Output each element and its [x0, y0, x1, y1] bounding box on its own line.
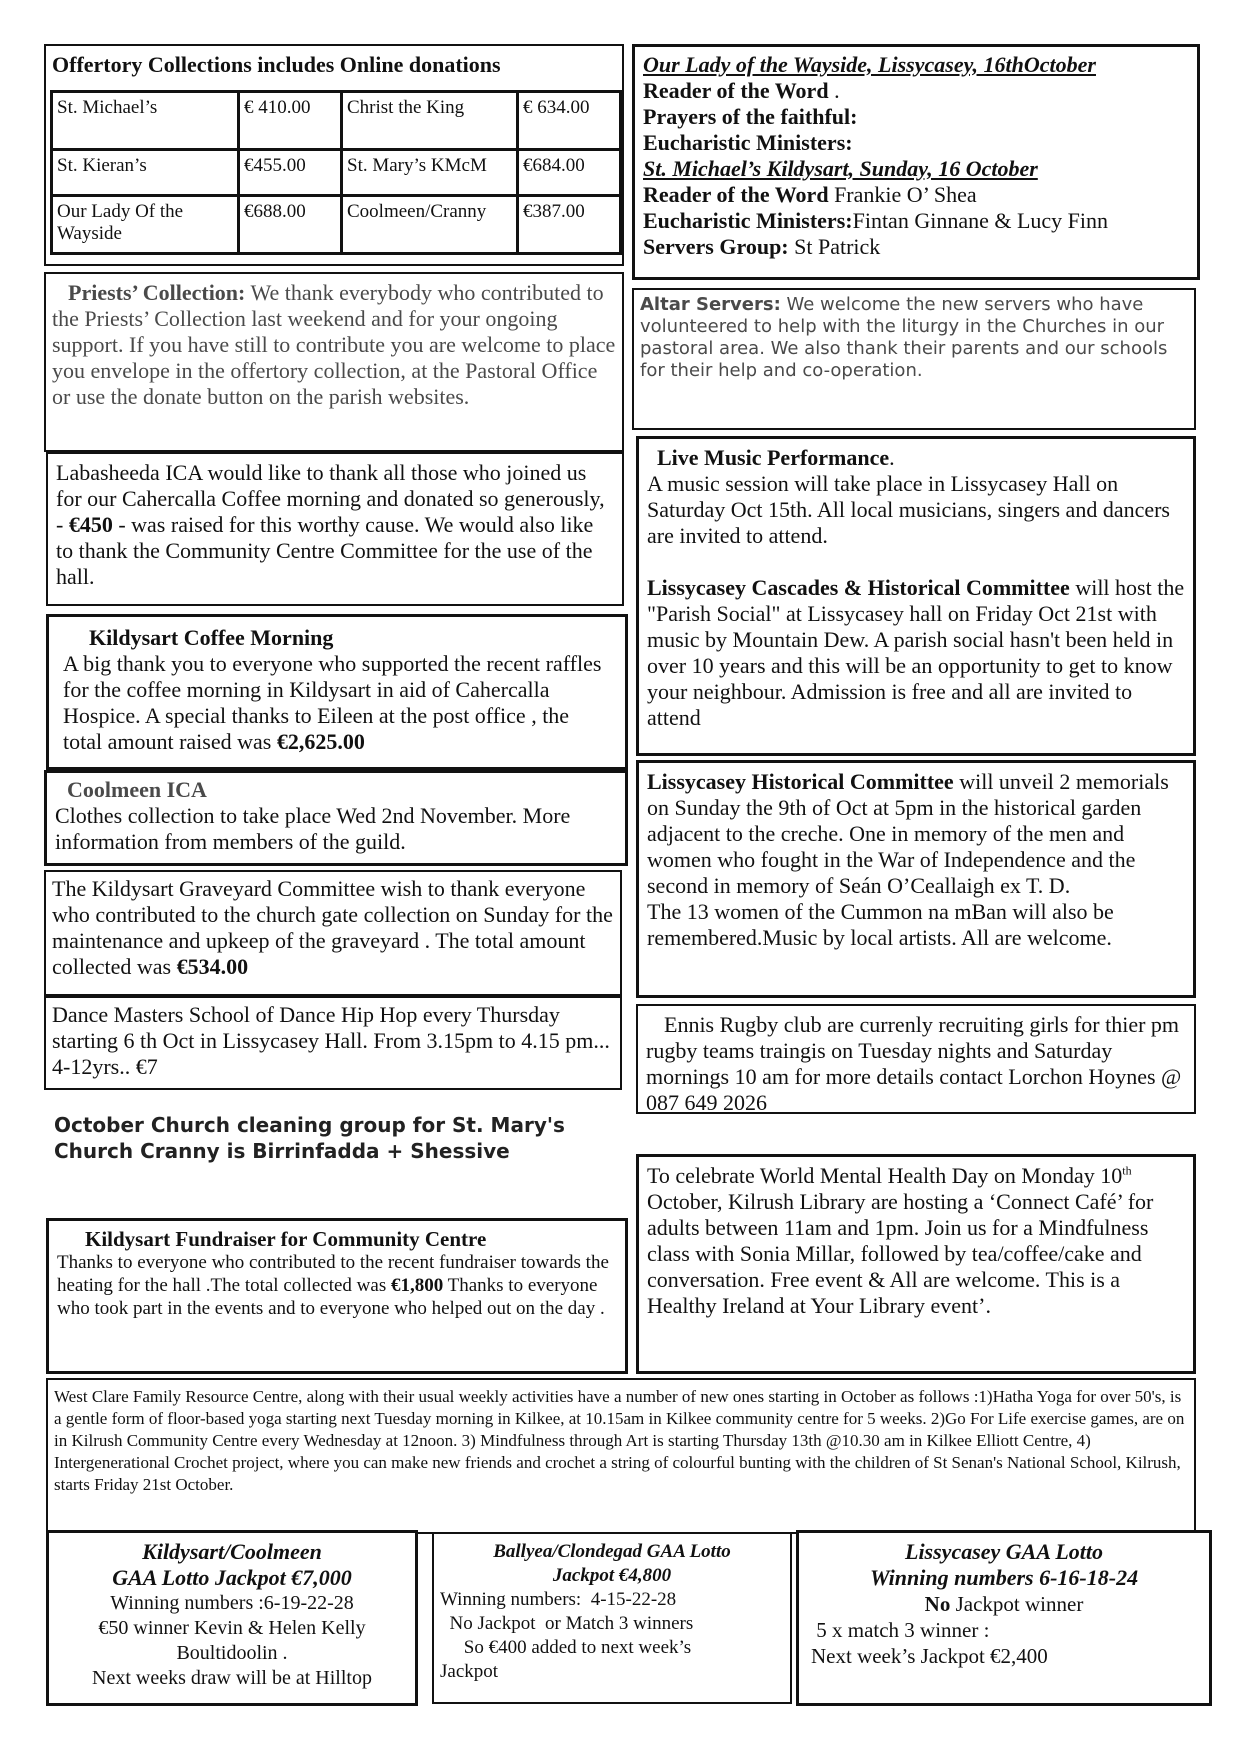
kildysart-coffee-title: Kildysart Coffee Morning — [89, 625, 334, 650]
lotto-kildysart-next-draw: Next weeks draw will be at Hilltop — [92, 1667, 372, 1689]
offertory-collections-box — [44, 44, 624, 266]
collection-amount: € 634.00 — [518, 92, 621, 150]
family-resource-centre-box — [46, 1378, 1196, 1534]
lotto-lissycasey-box — [796, 1530, 1212, 1706]
lotto-ballyea-numbers: Winning numbers: 4-15-22-28 — [440, 1589, 677, 1610]
church-name: Christ the King — [342, 92, 518, 150]
church-name: Our Lady Of the Wayside — [52, 196, 239, 254]
reader-label: Reader of the Word — [643, 78, 829, 103]
offertory-table — [50, 90, 622, 255]
coolmeen-ica-text: Clothes collection to take place Wed 2nd November. More information from members of the guild. — [55, 803, 571, 854]
offertory-title: Offertory Collections includes Online donations — [52, 52, 501, 77]
collection-amount: €455.00 — [239, 150, 342, 196]
reader-value: . — [828, 78, 840, 103]
servers-value: St Patrick — [788, 234, 881, 259]
church-name: St. Kieran’s — [52, 150, 239, 196]
lotto-lissycasey-numbers: Winning numbers 6-16-18-24 — [869, 1565, 1139, 1590]
table-row — [52, 150, 621, 196]
servers-label: Servers Group: — [643, 234, 789, 259]
lotto-lissycasey-title: Lissycasey GAA Lotto — [905, 1539, 1103, 1564]
live-music-title-suffix: . — [889, 445, 895, 470]
church-name: St. Mary’s KMcM — [342, 150, 518, 196]
fundraiser-amount: €1,800 — [390, 1275, 444, 1296]
mental-health-text-b: October, Kilrush Library are hosting a ‘Connect Café’ for adults between 11am and 1pm. Join us for a Mindfulness class with Sonia Millar, followed by tea/coffee/cake and conversation. Free event & All are welcome. This is a Healthy Ireland at Your Library event’. — [647, 1189, 1154, 1318]
church-name: Coolmeen/Cranny — [342, 196, 518, 254]
mental-health-text: To celebrate World Mental Health Day on Monday 10 — [647, 1163, 1123, 1188]
historical-committee-box — [636, 760, 1196, 998]
altar-servers-text: We welcome the new servers who have volunteered to help with the liturgy in the Churches in our pastoral area. We also thank their parents and our schools for their help and co-operation. — [640, 294, 1168, 381]
liturgy-rota-box — [632, 44, 1200, 280]
church-name: St. Michael’s — [52, 92, 239, 150]
lotto-ballyea-box — [432, 1532, 792, 1704]
fundraiser-text-after: Thanks to everyone who took part in the events and to everyone who helped out on the day . — [57, 1275, 605, 1319]
priests-collection-box — [44, 272, 624, 452]
lotto-ballyea-jackpot-line: Jackpot — [440, 1661, 499, 1682]
labasheeda-text-after: - was raised for this worthy cause. We would also like to thank the Community Centre Committee for the use of the hall. — [56, 512, 594, 589]
altar-servers-label: Altar Servers: — [640, 294, 781, 315]
lotto-lissycasey-match3: 5 x match 3 winner : — [811, 1618, 990, 1642]
graveyard-amount: €534.00 — [176, 954, 249, 979]
cascades-text: will host the "Parish Social" at Lissycasey hall on Friday Oct 21st with music by Mountain Dew. A parish social hasn't been held in over 10 years and this will be an opportunity to get to know your neighbour. Admission is free and all are invited to attend — [647, 575, 1185, 730]
historical-text: will unveil 2 memorials on Sunday the 9th of Oct at 5pm in the historical garden adjacent to the creche. One in memory of the men and women who fought in the War of Independence and the second in memory of Seán O’Ceallaigh ex T. D. — [647, 769, 1169, 898]
collection-amount: €387.00 — [518, 196, 621, 254]
family-resource-text: West Clare Family Resource Centre, along with their usual weekly activities have a number of new ones starting in October as follows :1)Hatha Yoga for over 50's, is a gentle form of floor-based yoga starting next Tuesday morning in Kilkee, at 10.15am in Kilkee community centre for 5 weeks. 2)Go For Life exercise games, are on in Kilrush Community Centre every Wednesday at 12noon. 3) Mindfulness through Art is starting Thursday 13th @10.30 am in Kilkee Elliott Centre, 4) Intergenerational Crochet project, where you can make new friends and crochet a string of colourful bunting with the children of St Senan's National School, Kilrush, starts Friday 21st October. — [54, 1387, 1185, 1494]
table-row — [52, 196, 621, 254]
lotto-kildysart-box — [46, 1530, 418, 1706]
live-music-text: A music session will take place in Lissycasey Hall on Saturday Oct 15th. All local musicians, singers and dancers are invited to attend. — [647, 471, 1170, 548]
lotto-lissycasey-jackpot-winner: Jackpot winner — [950, 1592, 1084, 1616]
ministers-value: Fintan Ginnane & Lucy Finn — [852, 208, 1109, 233]
historical-label: Lissycasey Historical Committee — [647, 769, 954, 794]
reader-label: Reader of the Word — [643, 182, 829, 207]
lotto-ballyea-title: Ballyea/Clondegad GAA Lotto — [493, 1541, 731, 1562]
collection-amount: € 410.00 — [239, 92, 342, 150]
liturgy-heading-kildysart: St. Michael’s Kildysart, Sunday, 16 October — [643, 156, 1038, 181]
priests-collection-text: We thank everybody who contributed to the Priests’ Collection last weekend and for your ongoing support. If you have still to contribute you are welcome to place you envelope in the offertory collection, at the Pastoral Office or use the donate button on the parish websites. — [52, 280, 616, 409]
dance-text: Dance Masters School of Dance Hip Hop every Thursday starting 6 th Oct in Lissycasey Hall. From 3.15pm to 4.15 pm... 4-12yrs.. €7 — [52, 1002, 610, 1079]
collection-amount: €688.00 — [239, 196, 342, 254]
lotto-kildysart-numbers: Winning numbers :6-19-22-28 — [110, 1592, 354, 1614]
coolmeen-ica-box — [44, 770, 628, 866]
lotto-lissycasey-next-jackpot: Next week’s Jackpot €2,400 — [811, 1644, 1048, 1668]
labasheeda-text: Labasheeda ICA would like to thank all those who joined us for our Cahercalla Coffee morning and donated so generously, - — [56, 460, 605, 537]
ennis-rugby-box — [636, 1004, 1196, 1114]
labasheeda-amount: €450 — [68, 512, 113, 537]
live-music-title: Live Music Performance — [657, 445, 890, 470]
altar-servers-box — [632, 288, 1196, 430]
lotto-ballyea-added: So €400 added to next week’s — [440, 1637, 692, 1658]
prayers-label: Prayers of the faithful: — [643, 104, 858, 129]
ministers-label: Eucharistic Ministers: — [643, 208, 853, 233]
lotto-kildysart-jackpot: GAA Lotto Jackpot €7,000 — [112, 1565, 352, 1590]
reader-value: Frankie O’ Shea — [828, 182, 977, 207]
mental-health-sup: th — [1122, 1163, 1132, 1178]
ministers-label: Eucharistic Ministers: — [643, 130, 853, 155]
labasheeda-ica-box — [46, 452, 624, 606]
priests-collection-label: Priests’ Collection: — [68, 280, 246, 305]
lotto-ballyea-no-winners: No Jackpot or Match 3 winners — [440, 1613, 694, 1634]
kildysart-coffee-amount: €2,625.00 — [276, 729, 365, 754]
lotto-lissycasey-no: No — [924, 1592, 951, 1616]
kildysart-coffee-morning-box — [46, 614, 628, 770]
lotto-kildysart-winner: €50 winner Kevin & Helen Kelly — [98, 1617, 366, 1639]
historical-text-2: The 13 women of the Cummon na mBan will also be remembered.Music by local artists. All are welcome. — [647, 899, 1114, 950]
dance-masters-box — [44, 996, 622, 1090]
coolmeen-ica-title: Coolmeen ICA — [67, 777, 207, 802]
collection-amount: €684.00 — [518, 150, 621, 196]
fundraiser-title: Kildysart Fundraiser for Community Centre — [85, 1227, 487, 1251]
table-row — [52, 92, 621, 150]
church-cleaning-notice: October Church cleaning group for St. Mary's Church Cranny is Birrinfadda + Shessive — [54, 1113, 565, 1163]
lotto-kildysart-winner-location: Boultidoolin . — [176, 1642, 288, 1664]
kildysart-coffee-text: A big thank you to everyone who supported the recent raffles for the coffee morning in Kildysart in aid of Cahercalla Hospice. A special thanks to Eileen at the post office , the total amount raised was — [63, 651, 602, 754]
live-music-box — [636, 436, 1196, 756]
mental-health-day-box — [636, 1154, 1196, 1374]
lotto-kildysart-title: Kildysart/Coolmeen — [142, 1539, 322, 1564]
liturgy-heading-lissycasey: Our Lady of the Wayside, Lissycasey, 16thOctober — [643, 52, 1096, 77]
graveyard-committee-box — [44, 870, 622, 996]
graveyard-text: The Kildysart Graveyard Committee wish to thank everyone who contributed to the church gate collection on Sunday for the maintenance and upkeep of the graveyard . The total amount collected was — [52, 876, 613, 979]
rugby-text: Ennis Rugby club are currenly recruiting girls for thier pm rugby teams traingis on Tuesday nights and Saturday mornings 10 am for more details contact Lorchon Hoynes @ 087 649 2026 — [646, 1012, 1182, 1115]
cascades-label: Lissycasey Cascades & Historical Committee — [647, 575, 1070, 600]
lotto-ballyea-jackpot: Jackpot €4,800 — [552, 1565, 672, 1586]
fundraiser-text: Thanks to everyone who contributed to the recent fundraiser towards the heating for the hall .The total collected was — [57, 1252, 609, 1296]
kildysart-fundraiser-box — [46, 1218, 628, 1374]
